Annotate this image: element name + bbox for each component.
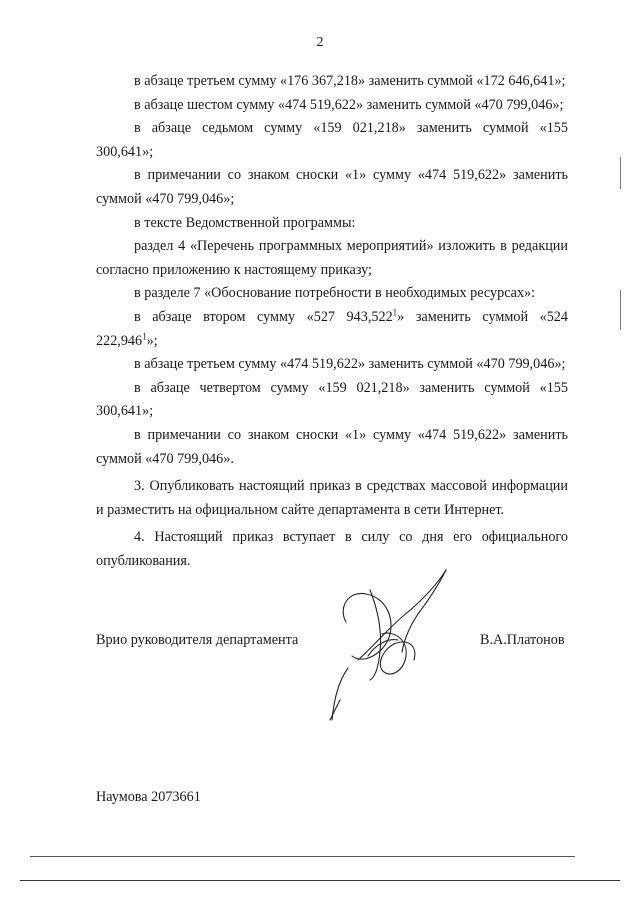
- paragraph-p8: [96, 306, 568, 353]
- handwritten-signature: [318, 560, 468, 730]
- document-body: [96, 70, 568, 573]
- paragraph-p4: в примечании со знаком сноски «1» сумму «474 519,622» заменить суммой «470 799,046»;: [96, 167, 568, 207]
- paragraph-p5: в тексте Ведомственной программы:: [134, 214, 356, 231]
- paragraph-p9: в абзаце третьем сумму «474 519,622» заменить суммой «470 799,046»;: [134, 356, 566, 373]
- footnote-mark: 1: [392, 307, 398, 318]
- page-number: 2: [316, 35, 324, 50]
- footnote-mark: 1: [142, 330, 147, 341]
- footer-rule-bottom: [20, 880, 620, 881]
- paragraph-p8-part2: » заменить суммой «524 222,946: [96, 308, 568, 349]
- paragraph-p6: раздел 4 «Перечень программных мероприятий» изложить в редакции согласно приложению к настоящему приказу;: [96, 238, 568, 278]
- paragraph-p8-part1: в абзаце втором сумму «527 943,522: [134, 308, 393, 325]
- margin-scan-mark: [620, 290, 621, 330]
- paragraph-p1: в абзаце третьем сумму «176 367,218» заменить суммой «172 646,641»;: [134, 73, 566, 89]
- signatory-position: Врио руководителя департамента: [96, 632, 299, 648]
- paragraph-p3: в абзаце седьмом сумму «159 021,218» заменить суммой «155 300,641»;: [96, 120, 568, 160]
- paragraph-p2: в абзаце шестом сумму «474 519,622» заменить суммой «470 799,046»;: [134, 96, 564, 113]
- paragraph-p13: 4. Настоящий приказ вступает в силу со дня его официального опубликования.: [96, 529, 568, 569]
- paragraph-p7: в разделе 7 «Обоснование потребности в необходимых ресурсах»:: [134, 285, 536, 302]
- signatory-name: В.А.Платонов: [480, 632, 565, 648]
- paragraph-p8-part3: »;: [146, 332, 158, 349]
- paragraph-p11: в примечании со знаком сноски «1» сумму «474 519,622» заменить суммой «470 799,046».: [96, 426, 568, 467]
- executor-contact: Наумова 2073661: [96, 789, 201, 805]
- paragraph-p12: 3. Опубликовать настоящий приказ в средствах массовой информации и разместить на официальном сайте департамента в сети Интернет.: [96, 478, 568, 518]
- paragraph-p10: в абзаце четвертом сумму «159 021,218» заменить суммой «155 300,641»;: [96, 379, 568, 420]
- footer-rule: [30, 856, 575, 857]
- margin-scan-mark: [620, 157, 621, 189]
